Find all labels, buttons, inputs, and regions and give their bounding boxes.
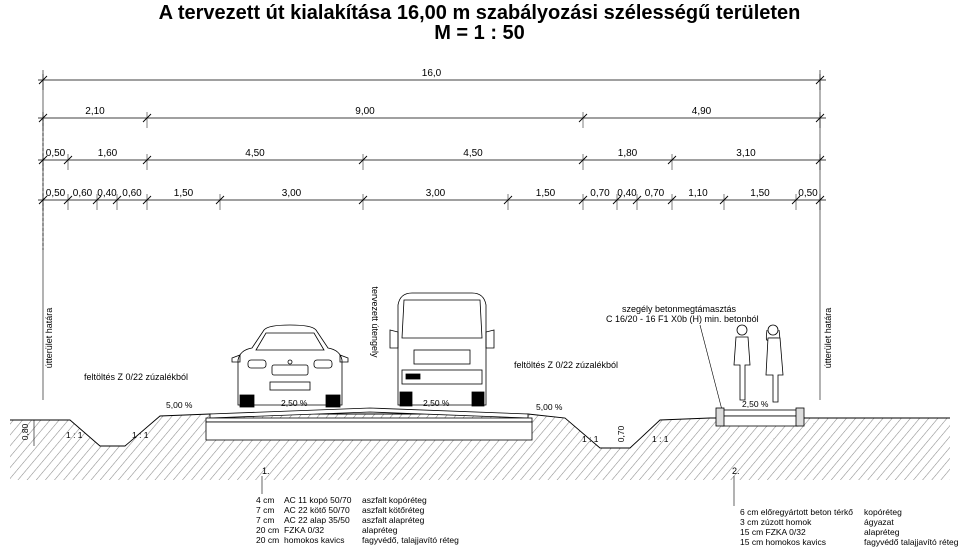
dimension-label: 4,50: [463, 148, 483, 159]
sidewalk-layers-legend: [740, 507, 959, 547]
dimension-label: 0,40: [617, 188, 637, 199]
ditch-ratio-1: 1 : 1: [66, 430, 83, 440]
dimension-label: 0,60: [72, 188, 93, 199]
drawing-title: A tervezett út kialakítása 16,00 m szabályozási szélességű területen: [158, 2, 801, 24]
road-layer-row: [256, 495, 459, 505]
section-marker-1: 1.: [262, 466, 270, 476]
layer-thickness: 7 cm: [256, 505, 275, 515]
ditch-depth-left: 0,80: [20, 423, 30, 441]
layer-role: aszfalt alapréteg: [362, 515, 425, 525]
slope-road-right: 2,50 %: [423, 398, 450, 408]
ditch-ratio-3: 1 : 1: [582, 434, 599, 444]
sidewalk-layer-row: [740, 527, 959, 537]
dimension-label: 1,50: [535, 188, 556, 199]
sidewalk-layer-row: [740, 507, 959, 517]
dimension-label: 0,50: [45, 148, 66, 159]
dimension-label: 3,00: [425, 188, 446, 199]
layer-material: AC 22 alap 35/50: [284, 515, 350, 525]
slope-left-shoulder: 5,00 %: [166, 400, 193, 410]
dimension-label: 1,10: [688, 188, 708, 199]
layer-role: fagyvédő talajjavító réteg: [864, 537, 959, 547]
dimension-label: 3,00: [281, 188, 302, 199]
dimension-label: 3,10: [736, 148, 756, 159]
layer-material: homokos kavics: [284, 535, 345, 545]
fill-right-label: feltöltés Z 0/22 zúzalékból: [514, 360, 619, 370]
dimension-label: 9,00: [355, 106, 375, 117]
sidewalk-pavement: [716, 408, 804, 426]
ditch-depth-right: 0,70: [616, 425, 626, 443]
sidewalk-layer-row: [740, 517, 959, 527]
dimension-label: 0,60: [122, 188, 142, 199]
road-layer-row: [256, 505, 459, 515]
sidewalk-layer-row: [740, 537, 959, 547]
slope-sidewalk: 2,50 %: [742, 399, 769, 409]
layer-thickness: 7 cm: [256, 515, 275, 525]
layer-role: fagyvédő, talajjavító réteg: [362, 535, 459, 545]
dimension-label: 1,50: [750, 188, 770, 199]
road-layers-legend: [256, 495, 459, 545]
suv-icon: [232, 325, 348, 407]
dimension-label: 0,70: [590, 188, 610, 199]
dimension-label: 4,50: [245, 148, 265, 159]
pedestrians-icon: [734, 325, 783, 402]
layer-material: 3 cm zúzott homok: [740, 517, 812, 527]
dimension-label: 0,70: [644, 188, 665, 199]
section-marker-2: 2.: [732, 466, 740, 476]
van-icon: [390, 293, 494, 406]
dimension-label: 0,50: [798, 188, 818, 199]
ditch-ratio-2: 1 : 1: [132, 430, 149, 440]
fill-left-label: feltöltés Z 0/22 zúzalékból: [84, 372, 189, 382]
dimension-lines: [38, 68, 826, 210]
layer-role: alapréteg: [362, 525, 398, 535]
dimension-label: 0,50: [45, 188, 66, 199]
dimension-label: 4,90: [691, 106, 712, 117]
layer-material: 15 cm FZKA 0/32: [740, 527, 806, 537]
dimension-label: 0,40: [97, 188, 117, 199]
layer-role: aszfalt kopóréteg: [362, 495, 427, 505]
dimension-label: 1,80: [617, 148, 638, 159]
layer-thickness: 20 cm: [256, 535, 280, 545]
layer-role: aszfalt kötőréteg: [362, 505, 425, 515]
layer-role: ágyazat: [864, 517, 894, 527]
layer-material: 15 cm homokos kavics: [740, 537, 826, 547]
road-pavement: [206, 408, 532, 440]
layer-material: AC 22 kötő 50/70: [284, 505, 350, 515]
drawing-scale: M = 1 : 50: [434, 22, 525, 44]
dimension-label: 1,50: [173, 188, 194, 199]
boundary-left-label: útterület határa: [44, 307, 54, 369]
road-layer-row: [256, 515, 459, 525]
ditch-ratio-4: 1 : 1: [652, 434, 669, 444]
layer-material: AC 11 kopó 50/70: [284, 495, 352, 505]
road-layer-row: [256, 525, 459, 535]
slope-road-left: 2,50 %: [281, 398, 308, 408]
kerb-support-label-2: C 16/20 - 16 F1 X0b (H) min. betonból: [606, 314, 759, 324]
dimension-label: 16,0: [421, 68, 442, 79]
layer-role: alapréteg: [864, 527, 900, 537]
kerb-support-label-1: szegély betonmegtámasztás: [622, 304, 737, 314]
sidewalk-axis-label: tervezett útengely: [370, 286, 380, 358]
layer-thickness: 20 cm: [256, 525, 280, 535]
layer-material: 6 cm előregyártott beton térkő: [740, 507, 853, 517]
dimension-label: 2,10: [85, 106, 105, 117]
slope-right-shoulder: 5,00 %: [536, 402, 563, 412]
dimension-label: 1,60: [97, 148, 118, 159]
layer-material: FZKA 0/32: [284, 525, 325, 535]
layer-role: kopóréteg: [864, 507, 902, 517]
layer-thickness: 4 cm: [256, 495, 275, 505]
boundary-right-label: útterület határa: [823, 307, 833, 369]
road-layer-row: [256, 535, 459, 545]
